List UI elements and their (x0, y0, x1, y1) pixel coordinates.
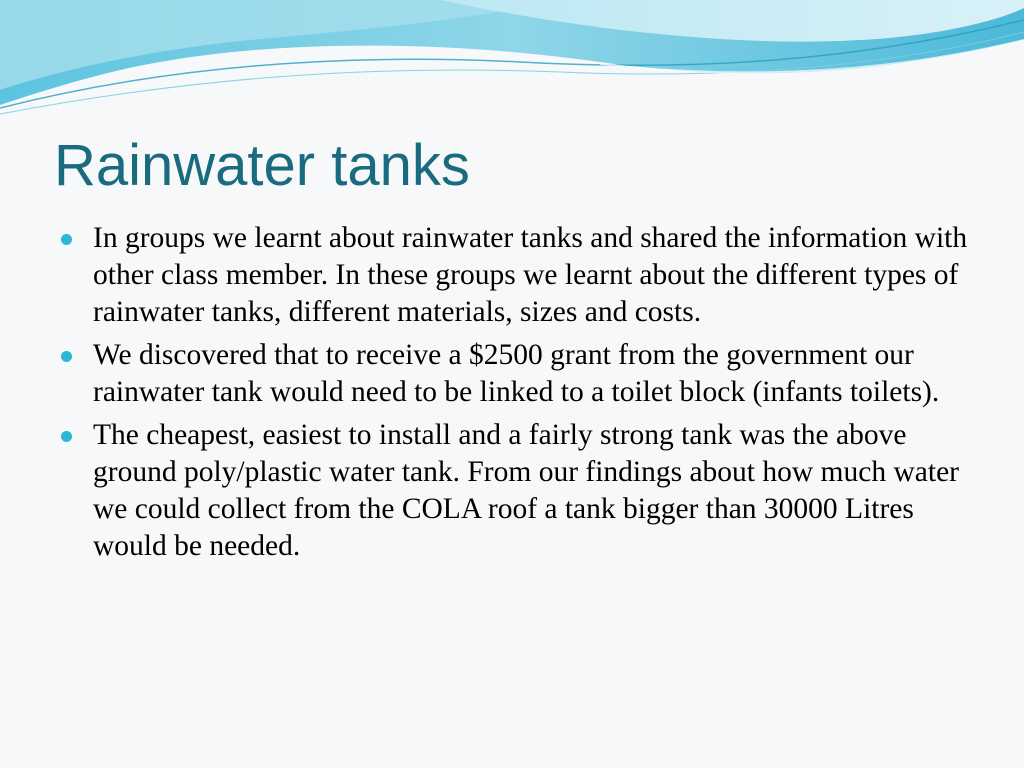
slide-title: Rainwater tanks (54, 133, 470, 198)
bullet-dot-icon (61, 234, 72, 245)
bullet-text: The cheapest, easiest to install and a fairly strong tank was the above ground poly/plastic water tank. From our findings about how much water we could collect from the COLA roof a tank bigger than 30000 Litres would be needed. (93, 419, 959, 562)
bullet-dot-icon (61, 431, 72, 442)
bullet-item (58, 220, 978, 331)
bullet-text: We discovered that to receive a $2500 grant from the government our rainwater tank would need to be linked to a toilet block (infants toilets). (93, 339, 940, 408)
bullet-list (58, 220, 978, 571)
bullet-text: In groups we learnt about rainwater tanks and shared the information with other class member. In these groups we learnt about the different types of rainwater tanks, different materials, sizes and costs. (93, 222, 968, 328)
decorative-wave-header (0, 0, 1024, 130)
bullet-item (58, 337, 978, 411)
bullet-dot-icon (61, 351, 72, 362)
bullet-item (58, 417, 978, 565)
